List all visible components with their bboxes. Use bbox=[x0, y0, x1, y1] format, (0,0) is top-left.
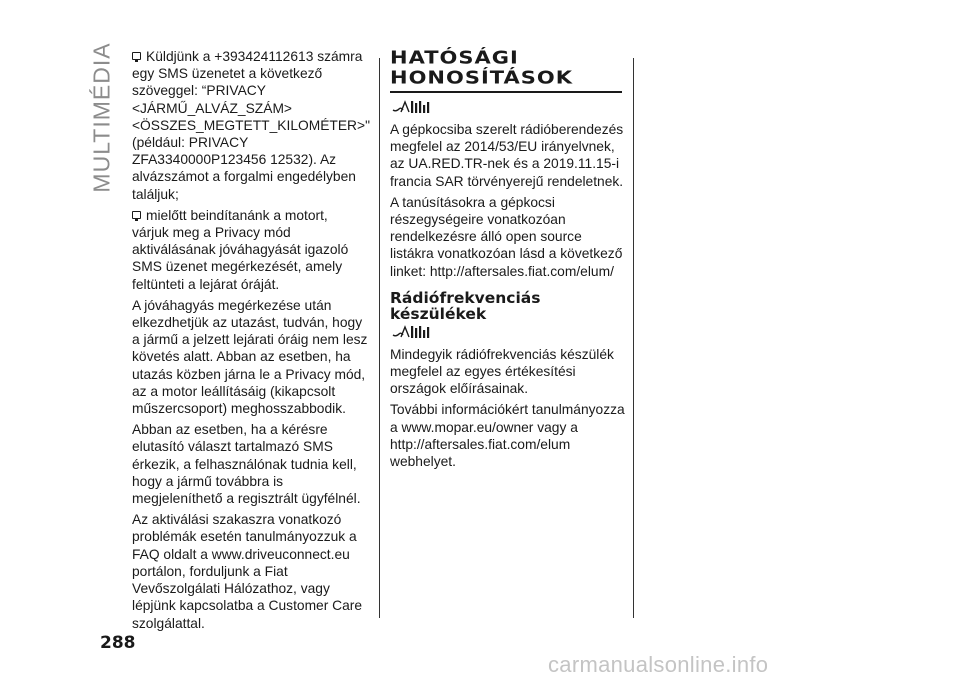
body-paragraph: A tanúsításokra a gépkocsi részegységeire vonatkozóan rendelkezésre álló open source listákra vonatkozóan lásd a következő linket: http://aftersales.fiat.com/elum/ bbox=[390, 194, 623, 279]
body-paragraph: A jóváhagyás megérkezése után elkezdhetjük az utazást, tudván, hogy a jármű a jelzett lejárati óráig nem lesz követés alatt. Abban az esetben, ha utazás közben járna le a Privacy mód, az a motor leállításáig (kikapcsolt műszercsoport) meghosszabbodik. bbox=[132, 297, 368, 417]
section-side-tab-label: MULTIMÉDIA bbox=[88, 42, 115, 193]
car-bullet-icon bbox=[132, 211, 142, 220]
section-side-tab bbox=[87, 42, 117, 193]
body-paragraph: Küldjünk a +393424112613 számra egy SMS üzenetet a következő szöveggel: “PRIVACY <JÁRMŰ_ALVÁZ_SZÁM> <ÖSSZES_MEGTETT_KILOMÉTER>" (például: PRIVACY ZFA3340000P123456 12532). Az alvázszámot a forgalmi engedélyben találjuk; bbox=[132, 49, 370, 202]
section-heading: HATÓSÁGI HONOSÍTÁSOK bbox=[390, 47, 573, 88]
body-paragraph: mielőtt beindítanánk a motort, várjuk meg a Privacy mód aktiválásának jóváhagyását igazoló SMS üzenet megérkezését, amely feltünteti a lejárat óráját. bbox=[132, 207, 349, 292]
body-paragraph: Az aktiválási szakaszra vonatkozó problémák esetén tanulmányozzuk a FAQ oldalt a www.driveuconnect.eu portálon, forduljunk a Fiat Vevőszolgálati Hálózathoz, vagy lépjünk kapcsolatba a Customer Care szolgálattal. bbox=[132, 512, 363, 631]
body-paragraph: Abban az esetben, ha a kérésre elutasító választ tartalmazó SMS érkezik, a felhasználónak tudnia kell, hogy a jármű továbbra is megjeleníthető a regisztrált ügyfélnél. bbox=[132, 422, 361, 507]
column-divider bbox=[379, 58, 380, 618]
certification-icon bbox=[392, 99, 432, 115]
body-paragraph: A gépkocsiba szerelt rádióberendezés megfelel az 2014/53/EU irányelvnek, az UA.RED.TR-nek és a 2019.11.15-i francia SAR törvényerejű rendeletnek. bbox=[390, 122, 624, 189]
column-divider bbox=[633, 58, 634, 618]
car-bullet-icon bbox=[132, 52, 142, 61]
watermark: carmanualsonline.info bbox=[548, 652, 769, 677]
subsection-heading: Rádiófrekvenciás készülékek bbox=[390, 288, 541, 323]
page-number: 288 bbox=[100, 633, 136, 653]
right-column bbox=[390, 48, 626, 474]
left-column bbox=[132, 48, 368, 636]
body-paragraph: Mindegyik rádiófrekvenciás készülék megfelel az egyes értékesítési országok előírásainak. bbox=[390, 346, 614, 397]
body-paragraph: További információkért tanulmányozza a www.mopar.eu/owner vagy a http://aftersales.fiat.com/elum webhelyet. bbox=[390, 402, 625, 470]
heading-underline bbox=[390, 91, 622, 93]
certification-icon bbox=[392, 324, 432, 340]
